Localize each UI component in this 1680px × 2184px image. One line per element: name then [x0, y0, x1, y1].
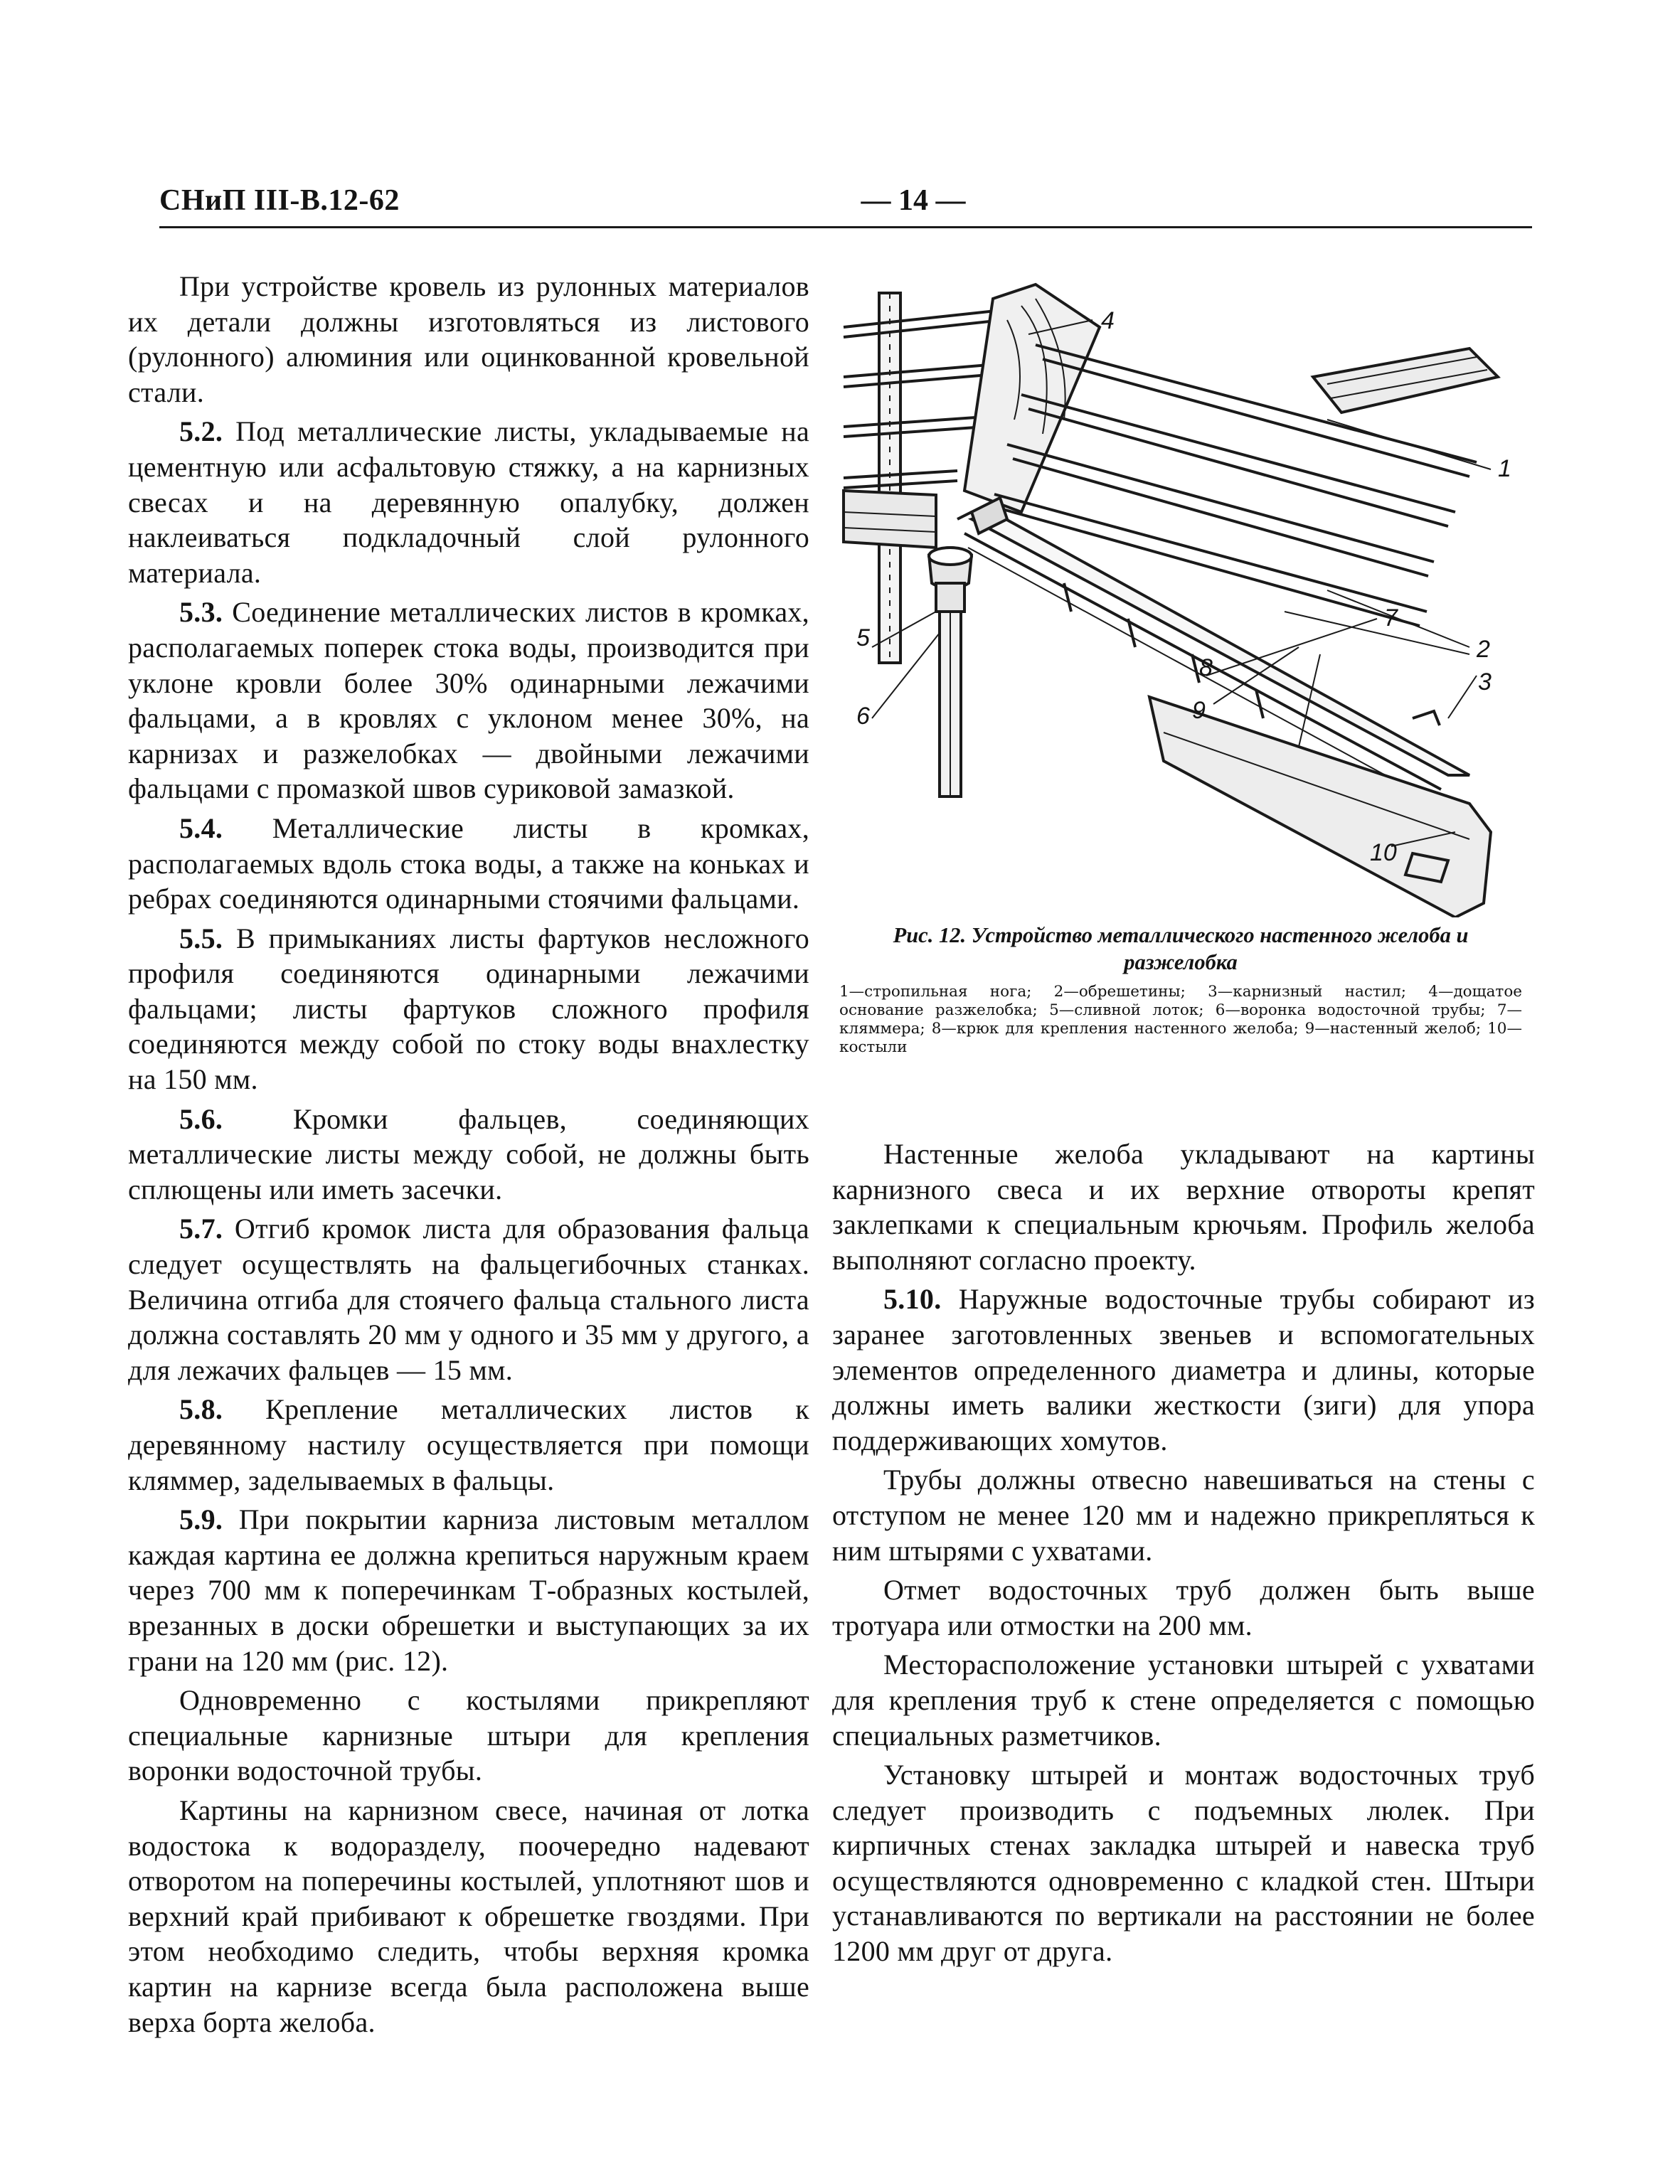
- paragraph: 5.6. Кромки фальцев, соединяющих металлические листы между собой, не должны быть сплющены или иметь засечки.: [128, 1102, 809, 1205]
- paragraph: Настенные желоба укладывают на картины карнизного свеса и их верхние отвороты крепят заклепками к специальным крючьям. Профиль желоба выполняют согласно проекту.: [832, 1138, 1535, 1276]
- caption-title: Рис. 12. Устройство металлического настенного желоба и разжелобка: [893, 923, 1469, 974]
- paragraph: Месторасположение установки штырей с ухватами для крепления труб к стене определяется с помощью специальных разметчиков.: [832, 1648, 1535, 1752]
- callout-7: 7: [1384, 604, 1398, 632]
- document-code: СНиП III-В.12-62: [159, 184, 400, 217]
- paragraph: Трубы должны отвесно навешиваться на стены с отступом не менее 120 мм и надежно прикрепляться к ним штырями с ухватами.: [832, 1464, 1535, 1567]
- callout-8: 8: [1199, 654, 1213, 681]
- paragraph: Картины на карнизном свесе, начиная от лотка водостока к водоразделу, поочередно надевают отворотом на поперечины костылей, уплотняют шов и верхний край прибивают к обрешетке гвоздями. При этом необходимо следить, чтобы верхняя кромка картин на карнизе всегда была расположена выше верха борта желоба.: [128, 1794, 809, 2038]
- callout-4: 4: [1101, 307, 1115, 334]
- paragraph: 5.10. Наружные водосточные трубы собирают из заранее заготовленных звеньев и вспомогательных элементов определенного диаметра и длины, которые должны иметь валики жесткости (зиги) для упора поддерживающих хомутов.: [832, 1283, 1535, 1456]
- callout-9: 9: [1192, 697, 1206, 724]
- paragraph: Одновременно с костылями прикрепляют специальные карнизные штыри для крепления воронки водосточной трубы.: [128, 1684, 809, 1787]
- callout-1: 1: [1498, 455, 1511, 482]
- callout-6: 6: [856, 703, 870, 730]
- paragraph: 5.5. В примыканиях листы фартуков несложного профиля соединяются одинарными лежачими фальцами; листы фартуков сложного профиля соединяются между собой по стоку воды внахлестку на 150 мм.: [128, 922, 809, 1096]
- paragraph: 5.3. Соединение металлических листов в кромках, располагаемых поперек стока воды, производится при уклоне кровли более 30% одинарными лежачими фальцами, а в кровлях с уклоном менее 30%, на карнизах и разжелобках — двойными лежачими фальцами с промазкой швов суриковой замазкой.: [128, 596, 809, 805]
- page-number: — 14 —: [861, 184, 966, 217]
- left-column: [128, 269, 809, 2044]
- figure-caption: [839, 922, 1522, 1057]
- paragraph: Установку штырей и монтаж водосточных труб следует производить с подъемных люлек. При кирпичных стенах закладка штырей и навеска труб осуществляются одновременно с кладкой стен. Штыри устанавливаются по вертикали на расстоянии не более 1200 мм друг от друга.: [832, 1759, 1535, 1968]
- paragraph: 5.9. При покрытии карниза листовым металлом каждая картина ее должна крепиться наружным краем через 700 мм к поперечинкам Т-образных костылей, врезанных в доски обрешетки и выступающих за их грани на 120 мм (рис. 12).: [128, 1503, 809, 1677]
- caption-legend: 1—стропильная нога; 2—обрешетины; 3—карнизный настил; 4—дощатое основание разжелобка; 5—сливной лоток; 6—воронка водосточной трубы; 7—кляммера; 8—крюк для крепления настенного желоба; 9—настенный желоб; 10—костыли: [839, 983, 1522, 1056]
- paragraph: При устройстве кровель из рулонных материалов их детали должны изготовляться из листового (рулонного) алюминия или оцинкованной кровельной стали.: [128, 270, 809, 408]
- callout-10: 10: [1370, 839, 1397, 866]
- paragraph: 5.8. Крепление металлических листов к деревянному настилу осуществляется при помощи кляммер, заделываемых в фальцы.: [128, 1393, 809, 1496]
- figure-gutter-drawing: [829, 277, 1538, 917]
- callout-3: 3: [1478, 668, 1492, 696]
- right-column: [832, 1136, 1535, 1973]
- paragraph: Отмет водосточных труб должен быть выше тротуара или отмостки на 200 мм.: [832, 1574, 1535, 1641]
- callout-5: 5: [856, 624, 870, 651]
- gutter-illustration: [829, 277, 1538, 917]
- header-rule: [159, 226, 1532, 228]
- page-header: [159, 183, 1532, 228]
- paragraph: 5.4. Металлические листы в кромках, располагаемых вдоль стока воды, а также на коньках и ребрах соединяются одинарными стоячими фальцами.: [128, 811, 809, 915]
- paragraph: 5.2. Под металлические листы, укладываемые на цементную или асфальтовую стяжку, а на карнизных свесах и на деревянную опалубку, должен наклеиваться подкладочный слой рулонного материала.: [128, 415, 809, 589]
- callout-2: 2: [1477, 636, 1490, 663]
- paragraph: 5.7. Отгиб кромок листа для образования фальца следует осуществлять на фальцегибочных станках. Величина отгиба для стоячего фальца стального листа должна составлять 20 мм у одного и 35 мм у другого, а для лежачих фальцев — 15 мм.: [128, 1213, 809, 1386]
